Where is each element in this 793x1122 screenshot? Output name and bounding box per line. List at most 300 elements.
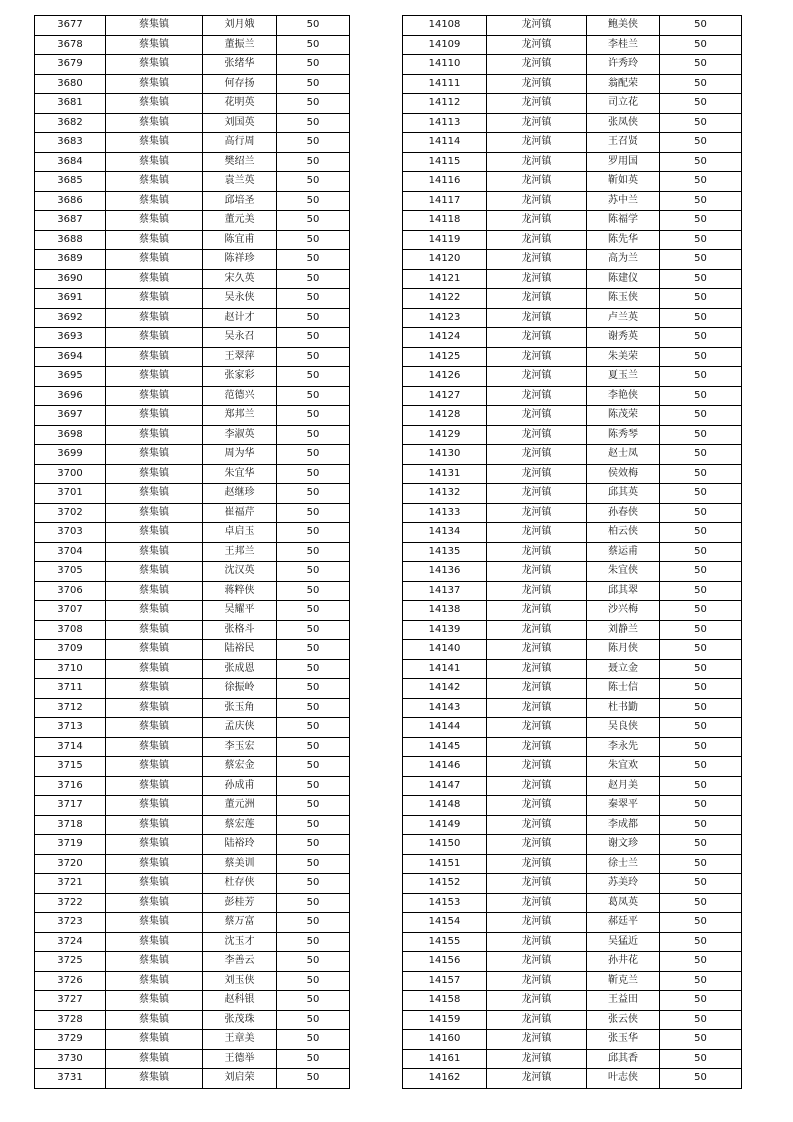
table-row xyxy=(35,718,350,738)
amount-cell: 50 xyxy=(277,601,350,621)
serial-number-cell: 3727 xyxy=(35,991,106,1011)
table-row xyxy=(403,250,742,270)
name-cell: 蔡宏莲 xyxy=(203,815,277,835)
name-cell: 吴猛近 xyxy=(587,932,660,952)
amount-cell: 50 xyxy=(660,406,742,426)
name-cell: 邱其英 xyxy=(587,484,660,504)
serial-number-cell: 3703 xyxy=(35,523,106,543)
table-row xyxy=(35,406,350,426)
town-cell: 蔡集镇 xyxy=(106,191,203,211)
name-cell: 叶志侠 xyxy=(587,1069,660,1089)
table-row xyxy=(403,308,742,328)
amount-cell: 50 xyxy=(660,776,742,796)
serial-number-cell: 14150 xyxy=(403,835,487,855)
name-cell: 蔡美训 xyxy=(203,854,277,874)
table-row xyxy=(35,1049,350,1069)
serial-number-cell: 3699 xyxy=(35,445,106,465)
town-cell: 龙河镇 xyxy=(487,620,587,640)
table-row xyxy=(403,1010,742,1030)
table-row xyxy=(403,776,742,796)
name-cell: 陆裕民 xyxy=(203,640,277,660)
name-cell: 董元美 xyxy=(203,211,277,231)
serial-number-cell: 14148 xyxy=(403,796,487,816)
amount-cell: 50 xyxy=(660,133,742,153)
name-cell: 郝廷平 xyxy=(587,913,660,933)
town-cell: 龙河镇 xyxy=(487,893,587,913)
left-roster-table xyxy=(34,15,350,1089)
right-roster-body xyxy=(403,16,742,1089)
left-roster-body xyxy=(35,16,350,1089)
serial-number-cell: 3684 xyxy=(35,152,106,172)
amount-cell: 50 xyxy=(277,835,350,855)
table-row xyxy=(35,94,350,114)
name-cell: 王召贤 xyxy=(587,133,660,153)
serial-number-cell: 3679 xyxy=(35,55,106,75)
serial-number-cell: 14122 xyxy=(403,289,487,309)
name-cell: 张云侠 xyxy=(587,1010,660,1030)
town-cell: 蔡集镇 xyxy=(106,679,203,699)
table-row xyxy=(35,620,350,640)
name-cell: 张玉角 xyxy=(203,698,277,718)
serial-number-cell: 3695 xyxy=(35,367,106,387)
table-row xyxy=(403,191,742,211)
table-row xyxy=(403,269,742,289)
amount-cell: 50 xyxy=(660,542,742,562)
town-cell: 龙河镇 xyxy=(487,1030,587,1050)
amount-cell: 50 xyxy=(660,679,742,699)
town-cell: 龙河镇 xyxy=(487,328,587,348)
amount-cell: 50 xyxy=(660,854,742,874)
serial-number-cell: 3685 xyxy=(35,172,106,192)
serial-number-cell: 3729 xyxy=(35,1030,106,1050)
serial-number-cell: 14118 xyxy=(403,211,487,231)
amount-cell: 50 xyxy=(277,971,350,991)
table-row xyxy=(35,679,350,699)
table-row xyxy=(35,581,350,601)
name-cell: 赵月美 xyxy=(587,776,660,796)
serial-number-cell: 14157 xyxy=(403,971,487,991)
table-row xyxy=(35,484,350,504)
name-cell: 樊绍兰 xyxy=(203,152,277,172)
serial-number-cell: 14146 xyxy=(403,757,487,777)
town-cell: 蔡集镇 xyxy=(106,952,203,972)
serial-number-cell: 3688 xyxy=(35,230,106,250)
serial-number-cell: 14141 xyxy=(403,659,487,679)
serial-number-cell: 14133 xyxy=(403,503,487,523)
serial-number-cell: 3697 xyxy=(35,406,106,426)
town-cell: 龙河镇 xyxy=(487,835,587,855)
amount-cell: 50 xyxy=(660,445,742,465)
amount-cell: 50 xyxy=(660,94,742,114)
name-cell: 侯效梅 xyxy=(587,464,660,484)
name-cell: 崔福芹 xyxy=(203,503,277,523)
amount-cell: 50 xyxy=(277,1030,350,1050)
amount-cell: 50 xyxy=(277,913,350,933)
town-cell: 蔡集镇 xyxy=(106,172,203,192)
name-cell: 陈建仪 xyxy=(587,269,660,289)
town-cell: 蔡集镇 xyxy=(106,35,203,55)
table-row xyxy=(403,445,742,465)
town-cell: 龙河镇 xyxy=(487,113,587,133)
serial-number-cell: 14134 xyxy=(403,523,487,543)
right-roster-table xyxy=(402,15,742,1089)
name-cell: 王翠萍 xyxy=(203,347,277,367)
town-cell: 龙河镇 xyxy=(487,562,587,582)
town-cell: 蔡集镇 xyxy=(106,367,203,387)
table-row xyxy=(403,991,742,1011)
town-cell: 龙河镇 xyxy=(487,445,587,465)
town-cell: 龙河镇 xyxy=(487,55,587,75)
serial-number-cell: 14147 xyxy=(403,776,487,796)
town-cell: 蔡集镇 xyxy=(106,620,203,640)
table-row xyxy=(403,16,742,36)
amount-cell: 50 xyxy=(660,620,742,640)
town-cell: 蔡集镇 xyxy=(106,1069,203,1089)
town-cell: 龙河镇 xyxy=(487,367,587,387)
town-cell: 蔡集镇 xyxy=(106,347,203,367)
serial-number-cell: 3701 xyxy=(35,484,106,504)
table-row xyxy=(403,757,742,777)
amount-cell: 50 xyxy=(660,503,742,523)
town-cell: 蔡集镇 xyxy=(106,211,203,231)
amount-cell: 50 xyxy=(660,659,742,679)
table-row xyxy=(403,1069,742,1089)
serial-number-cell: 3713 xyxy=(35,718,106,738)
amount-cell: 50 xyxy=(277,35,350,55)
table-row xyxy=(403,523,742,543)
table-row xyxy=(403,211,742,231)
amount-cell: 50 xyxy=(660,191,742,211)
name-cell: 李玉宏 xyxy=(203,737,277,757)
town-cell: 蔡集镇 xyxy=(106,464,203,484)
amount-cell: 50 xyxy=(660,523,742,543)
serial-number-cell: 14149 xyxy=(403,815,487,835)
name-cell: 李艳侠 xyxy=(587,386,660,406)
name-cell: 朱宜华 xyxy=(203,464,277,484)
amount-cell: 50 xyxy=(660,113,742,133)
town-cell: 蔡集镇 xyxy=(106,893,203,913)
amount-cell: 50 xyxy=(277,562,350,582)
serial-number-cell: 3702 xyxy=(35,503,106,523)
table-row xyxy=(35,269,350,289)
table-row xyxy=(403,874,742,894)
name-cell: 何存扬 xyxy=(203,74,277,94)
table-row xyxy=(35,542,350,562)
table-row xyxy=(35,211,350,231)
name-cell: 吴良侠 xyxy=(587,718,660,738)
serial-number-cell: 3731 xyxy=(35,1069,106,1089)
town-cell: 龙河镇 xyxy=(487,796,587,816)
serial-number-cell: 3707 xyxy=(35,601,106,621)
name-cell: 卓启玉 xyxy=(203,523,277,543)
amount-cell: 50 xyxy=(660,211,742,231)
name-cell: 秦翠平 xyxy=(587,796,660,816)
serial-number-cell: 14138 xyxy=(403,601,487,621)
name-cell: 朱宜欢 xyxy=(587,757,660,777)
serial-number-cell: 14126 xyxy=(403,367,487,387)
name-cell: 李成都 xyxy=(587,815,660,835)
town-cell: 蔡集镇 xyxy=(106,835,203,855)
table-row xyxy=(35,776,350,796)
name-cell: 孙春侠 xyxy=(587,503,660,523)
name-cell: 蔡万富 xyxy=(203,913,277,933)
table-row xyxy=(403,503,742,523)
amount-cell: 50 xyxy=(660,16,742,36)
amount-cell: 50 xyxy=(277,406,350,426)
serial-number-cell: 3711 xyxy=(35,679,106,699)
serial-number-cell: 14162 xyxy=(403,1069,487,1089)
table-row xyxy=(35,308,350,328)
amount-cell: 50 xyxy=(660,737,742,757)
amount-cell: 50 xyxy=(660,328,742,348)
name-cell: 许秀玲 xyxy=(587,55,660,75)
town-cell: 龙河镇 xyxy=(487,74,587,94)
serial-number-cell: 14121 xyxy=(403,269,487,289)
amount-cell: 50 xyxy=(660,932,742,952)
table-row xyxy=(403,659,742,679)
amount-cell: 50 xyxy=(277,757,350,777)
serial-number-cell: 14152 xyxy=(403,874,487,894)
town-cell: 蔡集镇 xyxy=(106,991,203,1011)
serial-number-cell: 3706 xyxy=(35,581,106,601)
town-cell: 蔡集镇 xyxy=(106,562,203,582)
amount-cell: 50 xyxy=(277,1069,350,1089)
amount-cell: 50 xyxy=(660,815,742,835)
name-cell: 赵科银 xyxy=(203,991,277,1011)
name-cell: 孙井花 xyxy=(587,952,660,972)
name-cell: 张格斗 xyxy=(203,620,277,640)
name-cell: 徐振岭 xyxy=(203,679,277,699)
amount-cell: 50 xyxy=(660,289,742,309)
serial-number-cell: 14110 xyxy=(403,55,487,75)
amount-cell: 50 xyxy=(277,172,350,192)
name-cell: 朱宜侠 xyxy=(587,562,660,582)
name-cell: 宋久英 xyxy=(203,269,277,289)
table-row xyxy=(403,698,742,718)
town-cell: 龙河镇 xyxy=(487,386,587,406)
town-cell: 蔡集镇 xyxy=(106,230,203,250)
town-cell: 蔡集镇 xyxy=(106,1010,203,1030)
name-cell: 陈月侠 xyxy=(587,640,660,660)
amount-cell: 50 xyxy=(660,367,742,387)
serial-number-cell: 14129 xyxy=(403,425,487,445)
name-cell: 袁兰英 xyxy=(203,172,277,192)
town-cell: 蔡集镇 xyxy=(106,932,203,952)
amount-cell: 50 xyxy=(660,230,742,250)
town-cell: 龙河镇 xyxy=(487,1010,587,1030)
serial-number-cell: 3682 xyxy=(35,113,106,133)
amount-cell: 50 xyxy=(660,1069,742,1089)
amount-cell: 50 xyxy=(660,425,742,445)
town-cell: 龙河镇 xyxy=(487,971,587,991)
serial-number-cell: 14140 xyxy=(403,640,487,660)
table-row xyxy=(35,289,350,309)
amount-cell: 50 xyxy=(277,464,350,484)
table-row xyxy=(403,35,742,55)
table-row xyxy=(403,679,742,699)
table-row xyxy=(403,893,742,913)
table-row xyxy=(35,523,350,543)
town-cell: 蔡集镇 xyxy=(106,757,203,777)
serial-number-cell: 3700 xyxy=(35,464,106,484)
table-row xyxy=(35,757,350,777)
town-cell: 龙河镇 xyxy=(487,94,587,114)
table-row xyxy=(35,698,350,718)
name-cell: 陈福学 xyxy=(587,211,660,231)
name-cell: 朱美荣 xyxy=(587,347,660,367)
table-row xyxy=(35,601,350,621)
serial-number-cell: 3678 xyxy=(35,35,106,55)
amount-cell: 50 xyxy=(660,308,742,328)
name-cell: 王章美 xyxy=(203,1030,277,1050)
table-row xyxy=(403,406,742,426)
town-cell: 蔡集镇 xyxy=(106,542,203,562)
amount-cell: 50 xyxy=(277,932,350,952)
serial-number-cell: 14143 xyxy=(403,698,487,718)
name-cell: 靳克兰 xyxy=(587,971,660,991)
serial-number-cell: 3693 xyxy=(35,328,106,348)
serial-number-cell: 3723 xyxy=(35,913,106,933)
table-row xyxy=(403,425,742,445)
name-cell: 王益田 xyxy=(587,991,660,1011)
table-row xyxy=(403,230,742,250)
serial-number-cell: 14158 xyxy=(403,991,487,1011)
name-cell: 陈士信 xyxy=(587,679,660,699)
name-cell: 司立花 xyxy=(587,94,660,114)
serial-number-cell: 14115 xyxy=(403,152,487,172)
serial-number-cell: 3717 xyxy=(35,796,106,816)
serial-number-cell: 14120 xyxy=(403,250,487,270)
town-cell: 蔡集镇 xyxy=(106,1030,203,1050)
name-cell: 陈先华 xyxy=(587,230,660,250)
table-row xyxy=(35,562,350,582)
serial-number-cell: 14123 xyxy=(403,308,487,328)
serial-number-cell: 14111 xyxy=(403,74,487,94)
amount-cell: 50 xyxy=(277,269,350,289)
table-row xyxy=(403,347,742,367)
name-cell: 夏玉兰 xyxy=(587,367,660,387)
name-cell: 苏美玲 xyxy=(587,874,660,894)
amount-cell: 50 xyxy=(277,386,350,406)
table-row xyxy=(403,542,742,562)
amount-cell: 50 xyxy=(277,484,350,504)
amount-cell: 50 xyxy=(277,503,350,523)
serial-number-cell: 14139 xyxy=(403,620,487,640)
amount-cell: 50 xyxy=(660,562,742,582)
name-cell: 杜书勤 xyxy=(587,698,660,718)
amount-cell: 50 xyxy=(277,230,350,250)
table-row xyxy=(35,367,350,387)
town-cell: 蔡集镇 xyxy=(106,815,203,835)
amount-cell: 50 xyxy=(660,835,742,855)
name-cell: 聂立金 xyxy=(587,659,660,679)
serial-number-cell: 3681 xyxy=(35,94,106,114)
amount-cell: 50 xyxy=(660,601,742,621)
name-cell: 陈茂荣 xyxy=(587,406,660,426)
amount-cell: 50 xyxy=(277,991,350,1011)
serial-number-cell: 14155 xyxy=(403,932,487,952)
serial-number-cell: 14127 xyxy=(403,386,487,406)
name-cell: 陈祥珍 xyxy=(203,250,277,270)
table-row xyxy=(403,113,742,133)
town-cell: 蔡集镇 xyxy=(106,386,203,406)
serial-number-cell: 3689 xyxy=(35,250,106,270)
name-cell: 张玉华 xyxy=(587,1030,660,1050)
table-row xyxy=(35,55,350,75)
amount-cell: 50 xyxy=(277,425,350,445)
name-cell: 谢秀英 xyxy=(587,328,660,348)
name-cell: 张成恩 xyxy=(203,659,277,679)
serial-number-cell: 3730 xyxy=(35,1049,106,1069)
name-cell: 孟庆侠 xyxy=(203,718,277,738)
table-row xyxy=(403,620,742,640)
amount-cell: 50 xyxy=(660,386,742,406)
amount-cell: 50 xyxy=(660,581,742,601)
amount-cell: 50 xyxy=(660,172,742,192)
town-cell: 龙河镇 xyxy=(487,913,587,933)
town-cell: 龙河镇 xyxy=(487,484,587,504)
table-row xyxy=(403,562,742,582)
name-cell: 蔡运甫 xyxy=(587,542,660,562)
town-cell: 蔡集镇 xyxy=(106,776,203,796)
town-cell: 蔡集镇 xyxy=(106,425,203,445)
town-cell: 蔡集镇 xyxy=(106,737,203,757)
town-cell: 蔡集镇 xyxy=(106,718,203,738)
town-cell: 龙河镇 xyxy=(487,737,587,757)
amount-cell: 50 xyxy=(277,854,350,874)
table-row xyxy=(403,386,742,406)
serial-number-cell: 14117 xyxy=(403,191,487,211)
table-row xyxy=(35,932,350,952)
town-cell: 龙河镇 xyxy=(487,601,587,621)
town-cell: 龙河镇 xyxy=(487,932,587,952)
amount-cell: 50 xyxy=(660,718,742,738)
amount-cell: 50 xyxy=(277,815,350,835)
table-row xyxy=(403,815,742,835)
serial-number-cell: 14154 xyxy=(403,913,487,933)
name-cell: 张家彩 xyxy=(203,367,277,387)
town-cell: 龙河镇 xyxy=(487,464,587,484)
table-row xyxy=(35,113,350,133)
amount-cell: 50 xyxy=(277,679,350,699)
table-row xyxy=(35,971,350,991)
serial-number-cell: 14132 xyxy=(403,484,487,504)
table-row xyxy=(35,445,350,465)
serial-number-cell: 3714 xyxy=(35,737,106,757)
serial-number-cell: 14124 xyxy=(403,328,487,348)
amount-cell: 50 xyxy=(277,211,350,231)
serial-number-cell: 14142 xyxy=(403,679,487,699)
town-cell: 龙河镇 xyxy=(487,308,587,328)
town-cell: 龙河镇 xyxy=(487,1049,587,1069)
serial-number-cell: 3694 xyxy=(35,347,106,367)
name-cell: 高行周 xyxy=(203,133,277,153)
amount-cell: 50 xyxy=(277,152,350,172)
serial-number-cell: 14136 xyxy=(403,562,487,582)
amount-cell: 50 xyxy=(660,74,742,94)
town-cell: 蔡集镇 xyxy=(106,971,203,991)
table-row xyxy=(35,347,350,367)
town-cell: 蔡集镇 xyxy=(106,55,203,75)
amount-cell: 50 xyxy=(277,55,350,75)
amount-cell: 50 xyxy=(660,893,742,913)
name-cell: 陈秀琴 xyxy=(587,425,660,445)
table-row xyxy=(403,1030,742,1050)
amount-cell: 50 xyxy=(277,16,350,36)
town-cell: 龙河镇 xyxy=(487,679,587,699)
amount-cell: 50 xyxy=(277,191,350,211)
amount-cell: 50 xyxy=(277,94,350,114)
